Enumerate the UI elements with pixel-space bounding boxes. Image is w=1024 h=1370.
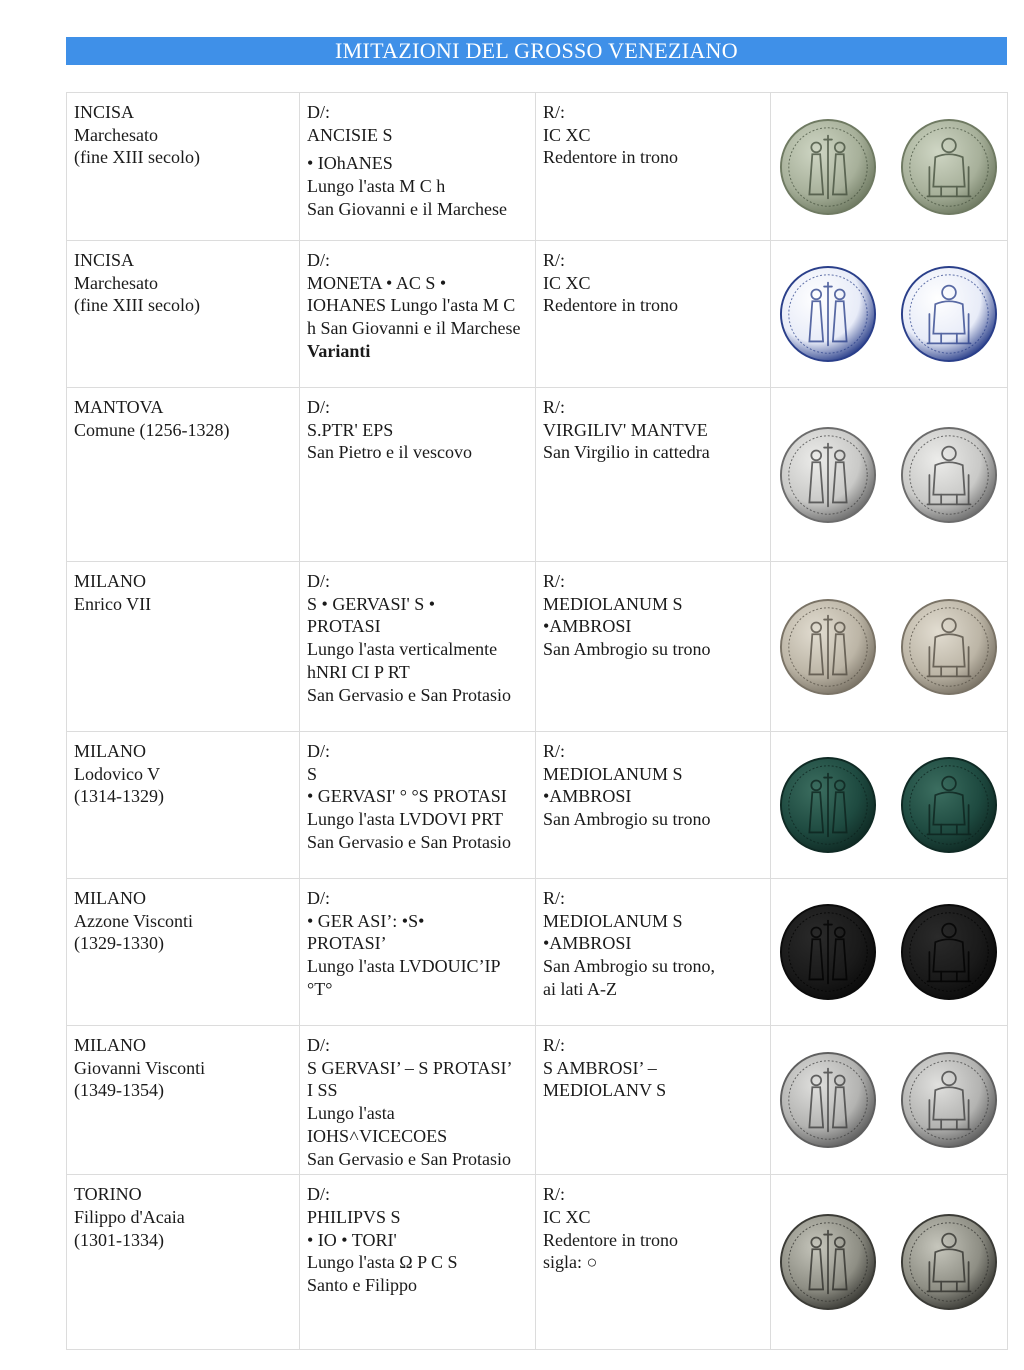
mint-cell-line: (fine XIII secolo) bbox=[74, 147, 200, 168]
coin-reverse-image bbox=[900, 426, 998, 524]
obverse-cell-line: • IOhANES bbox=[307, 153, 393, 174]
coin-obverse-image bbox=[779, 598, 877, 696]
reverse-cell-line: R/: bbox=[543, 741, 566, 761]
reverse-cell-line: IC XC bbox=[543, 1206, 591, 1227]
coin-reverse-image bbox=[900, 118, 998, 216]
obverse-cell-line: San Gervasio e San Protasio bbox=[307, 831, 511, 852]
mint-cell bbox=[67, 879, 300, 1026]
reverse-cell-line: S AMBROSI’ – bbox=[543, 1057, 657, 1078]
table-row bbox=[67, 732, 1008, 879]
coin-pair bbox=[771, 1213, 1007, 1311]
obverse-cell-line: D/: bbox=[307, 397, 331, 417]
coin-obverse-image bbox=[779, 265, 877, 363]
mint-cell-line: (1301-1334) bbox=[74, 1229, 164, 1250]
obverse-cell-line: IOHS˄VICECOES bbox=[307, 1125, 448, 1146]
obverse-cell-line: • IO • TORI' bbox=[307, 1229, 397, 1250]
table-row bbox=[67, 388, 1008, 562]
reverse-cell-line: •AMBROSI bbox=[543, 616, 632, 637]
coin-reverse-image bbox=[900, 598, 998, 696]
mint-cell-line: Marchesato bbox=[74, 272, 158, 293]
obverse-cell-line: Lungo l'asta bbox=[307, 1103, 395, 1124]
coin-obverse-image bbox=[779, 756, 877, 854]
reverse-cell bbox=[536, 732, 771, 879]
coin-pair bbox=[771, 118, 1007, 216]
obverse-cell-line: I SS bbox=[307, 1080, 338, 1101]
obverse-cell-line: D/: bbox=[307, 741, 331, 761]
reverse-cell-line: sigla: ○ bbox=[543, 1252, 598, 1273]
reverse-cell-line: R/: bbox=[543, 888, 566, 908]
obverse-cell-line: S.PTR' EPS bbox=[307, 419, 394, 440]
coin-images-cell bbox=[771, 93, 1008, 241]
mint-cell-line: Lodovico V bbox=[74, 763, 161, 784]
mint-cell-line: (1329-1330) bbox=[74, 933, 164, 954]
obverse-cell-line: Santo e Filippo bbox=[307, 1275, 418, 1296]
mint-cell-line: Azzone Visconti bbox=[74, 910, 194, 931]
coin-reverse-image bbox=[900, 756, 998, 854]
mint-cell bbox=[67, 562, 300, 732]
obverse-cell bbox=[300, 879, 536, 1026]
mint-cell bbox=[67, 732, 300, 879]
coin-pair bbox=[771, 1051, 1007, 1149]
mint-cell-line: MANTOVA bbox=[74, 397, 164, 417]
coin-images-cell bbox=[771, 562, 1008, 732]
obverse-cell-line: D/: bbox=[307, 250, 331, 270]
reverse-cell-line: VIRGILIV' MANTVE bbox=[543, 419, 708, 440]
coin-reverse-image bbox=[900, 903, 998, 1001]
mint-cell-line: Filippo d'Acaia bbox=[74, 1206, 185, 1227]
table-row bbox=[67, 1026, 1008, 1175]
mint-cell-line: TORINO bbox=[74, 1184, 142, 1205]
obverse-cell bbox=[300, 93, 536, 241]
table-row bbox=[67, 241, 1008, 388]
obverse-cell bbox=[300, 562, 536, 732]
obverse-cell bbox=[300, 1026, 536, 1175]
mint-cell-line: INCISA bbox=[74, 102, 135, 122]
obverse-cell bbox=[300, 732, 536, 879]
reverse-cell-line: San Ambrogio su trono, bbox=[543, 956, 716, 977]
coin-reverse-image bbox=[900, 265, 998, 363]
reverse-cell-line: Redentore in trono bbox=[543, 1229, 678, 1250]
mint-cell-line: (1314-1329) bbox=[74, 786, 164, 807]
obverse-cell-line: S bbox=[307, 763, 318, 784]
reverse-cell bbox=[536, 562, 771, 732]
coin-obverse-image bbox=[779, 903, 877, 1001]
obverse-cell-line: Lungo l'asta verticalmente bbox=[307, 639, 498, 660]
reverse-cell-line: MEDIOLANUM S bbox=[543, 910, 683, 931]
reverse-cell bbox=[536, 879, 771, 1026]
table-row bbox=[67, 562, 1008, 732]
mint-cell-line: Comune (1256-1328) bbox=[74, 419, 230, 440]
obverse-cell-line: Lungo l'asta M C h bbox=[307, 176, 446, 197]
mint-cell bbox=[67, 388, 300, 562]
table-row bbox=[67, 879, 1008, 1026]
mint-cell-line: MILANO bbox=[74, 571, 146, 591]
coin-pair bbox=[771, 426, 1007, 524]
obverse-cell-line: Varianti bbox=[307, 340, 371, 361]
coin-images-cell bbox=[771, 879, 1008, 1026]
reverse-cell bbox=[536, 241, 771, 388]
reverse-cell-line: R/: bbox=[543, 1035, 566, 1055]
obverse-cell-line: hNRI CI P RT bbox=[307, 661, 410, 682]
obverse-cell-line: San Giovanni e il Marchese bbox=[307, 198, 507, 219]
obverse-cell-line: D/: bbox=[307, 1035, 331, 1055]
obverse-cell-line: D/: bbox=[307, 888, 331, 908]
reverse-cell bbox=[536, 1026, 771, 1175]
mint-cell-line: MILANO bbox=[74, 741, 146, 761]
obverse-cell-line: °T° bbox=[307, 978, 333, 999]
reverse-cell-line: San Ambrogio su trono bbox=[543, 809, 711, 830]
obverse-cell-line: S • GERVASI' S • bbox=[307, 593, 436, 614]
obverse-cell-line: San Gervasio e San Protasio bbox=[307, 1148, 511, 1169]
coin-pair bbox=[771, 598, 1007, 696]
mint-cell-line: (1349-1354) bbox=[74, 1080, 164, 1101]
coin-images-cell bbox=[771, 1026, 1008, 1175]
reverse-cell bbox=[536, 93, 771, 241]
obverse-cell bbox=[300, 388, 536, 562]
obverse-cell-line: D/: bbox=[307, 571, 331, 591]
obverse-cell-line: Lungo l'asta LVDOVI PRT bbox=[307, 809, 503, 830]
reverse-cell-line: R/: bbox=[543, 102, 566, 122]
obverse-cell-line: PHILIPVS S bbox=[307, 1206, 401, 1227]
coin-obverse-image bbox=[779, 1213, 877, 1311]
obverse-cell-line: • GER ASI’: •S• bbox=[307, 910, 425, 931]
coin-images-cell bbox=[771, 1175, 1008, 1350]
obverse-cell-line: • GERVASI' ° °S PROTASI bbox=[307, 786, 507, 807]
obverse-cell-line: MONETA • AC S • bbox=[307, 272, 447, 293]
mint-cell-line: (fine XIII secolo) bbox=[74, 295, 200, 316]
reverse-cell-line: •AMBROSI bbox=[543, 786, 632, 807]
mint-cell bbox=[67, 1026, 300, 1175]
reverse-cell-line: MEDIOLANV S bbox=[543, 1080, 667, 1101]
coin-reverse-image bbox=[900, 1213, 998, 1311]
obverse-cell bbox=[300, 1175, 536, 1350]
reverse-cell-line: San Virgilio in cattedra bbox=[543, 442, 710, 463]
coin-pair bbox=[771, 903, 1007, 1001]
table-row bbox=[67, 93, 1008, 241]
coin-obverse-image bbox=[779, 118, 877, 216]
coin-table bbox=[66, 92, 1008, 1350]
coin-pair bbox=[771, 265, 1007, 363]
obverse-cell-line: S GERVASI’ – S PROTASI’ bbox=[307, 1057, 513, 1078]
reverse-cell-line: R/: bbox=[543, 1184, 566, 1205]
mint-cell bbox=[67, 241, 300, 388]
obverse-cell-line: IOHANES Lungo l'asta M C h San Giovanni e il Marchese bbox=[307, 295, 521, 339]
obverse-cell-line: D/: bbox=[307, 102, 331, 122]
reverse-cell bbox=[536, 1175, 771, 1350]
obverse-cell-line: PROTASI bbox=[307, 616, 381, 637]
coin-images-cell bbox=[771, 732, 1008, 879]
coin-obverse-image bbox=[779, 426, 877, 524]
mint-cell-line: MILANO bbox=[74, 888, 146, 908]
reverse-cell-line: MEDIOLANUM S bbox=[543, 763, 683, 784]
mint-cell-line: INCISA bbox=[74, 250, 135, 270]
obverse-cell-line: Lungo l'asta LVDOUIC’IP bbox=[307, 956, 501, 977]
coin-obverse-image bbox=[779, 1051, 877, 1149]
obverse-cell bbox=[300, 241, 536, 388]
obverse-cell-line: D/: bbox=[307, 1184, 331, 1205]
obverse-cell-line: San Gervasio e San Protasio bbox=[307, 684, 511, 705]
page-title: IMITAZIONI DEL GROSSO VENEZIANO bbox=[66, 37, 1007, 65]
table-row bbox=[67, 1175, 1008, 1350]
reverse-cell-line: R/: bbox=[543, 397, 566, 417]
reverse-cell-line: Redentore in trono bbox=[543, 295, 678, 316]
reverse-cell-line: IC XC bbox=[543, 124, 591, 145]
reverse-cell-line: •AMBROSI bbox=[543, 933, 632, 954]
coin-images-cell bbox=[771, 388, 1008, 562]
mint-cell bbox=[67, 93, 300, 241]
reverse-cell-line: R/: bbox=[543, 571, 566, 591]
reverse-cell-line: IC XC bbox=[543, 272, 591, 293]
mint-cell-line: Enrico VII bbox=[74, 593, 152, 614]
coin-images-cell bbox=[771, 241, 1008, 388]
mint-cell-line: Marchesato bbox=[74, 124, 158, 145]
reverse-cell-line: Redentore in trono bbox=[543, 147, 678, 168]
reverse-cell-line: ai lati A-Z bbox=[543, 978, 617, 999]
coin-reverse-image bbox=[900, 1051, 998, 1149]
obverse-cell-line: Lungo l'asta Ω P C S bbox=[307, 1252, 458, 1273]
reverse-cell bbox=[536, 388, 771, 562]
reverse-cell-line: R/: bbox=[543, 250, 566, 270]
reverse-cell-line: San Ambrogio su trono bbox=[543, 639, 711, 660]
mint-cell-line: MILANO bbox=[74, 1035, 146, 1055]
reverse-cell-line: MEDIOLANUM S bbox=[543, 593, 683, 614]
mint-cell bbox=[67, 1175, 300, 1350]
obverse-cell-line: PROTASI’ bbox=[307, 933, 387, 954]
mint-cell-line: Giovanni Visconti bbox=[74, 1057, 206, 1078]
obverse-cell-line: ANCISIE S bbox=[307, 124, 393, 145]
coin-pair bbox=[771, 756, 1007, 854]
obverse-cell-line: San Pietro e il vescovo bbox=[307, 442, 472, 463]
